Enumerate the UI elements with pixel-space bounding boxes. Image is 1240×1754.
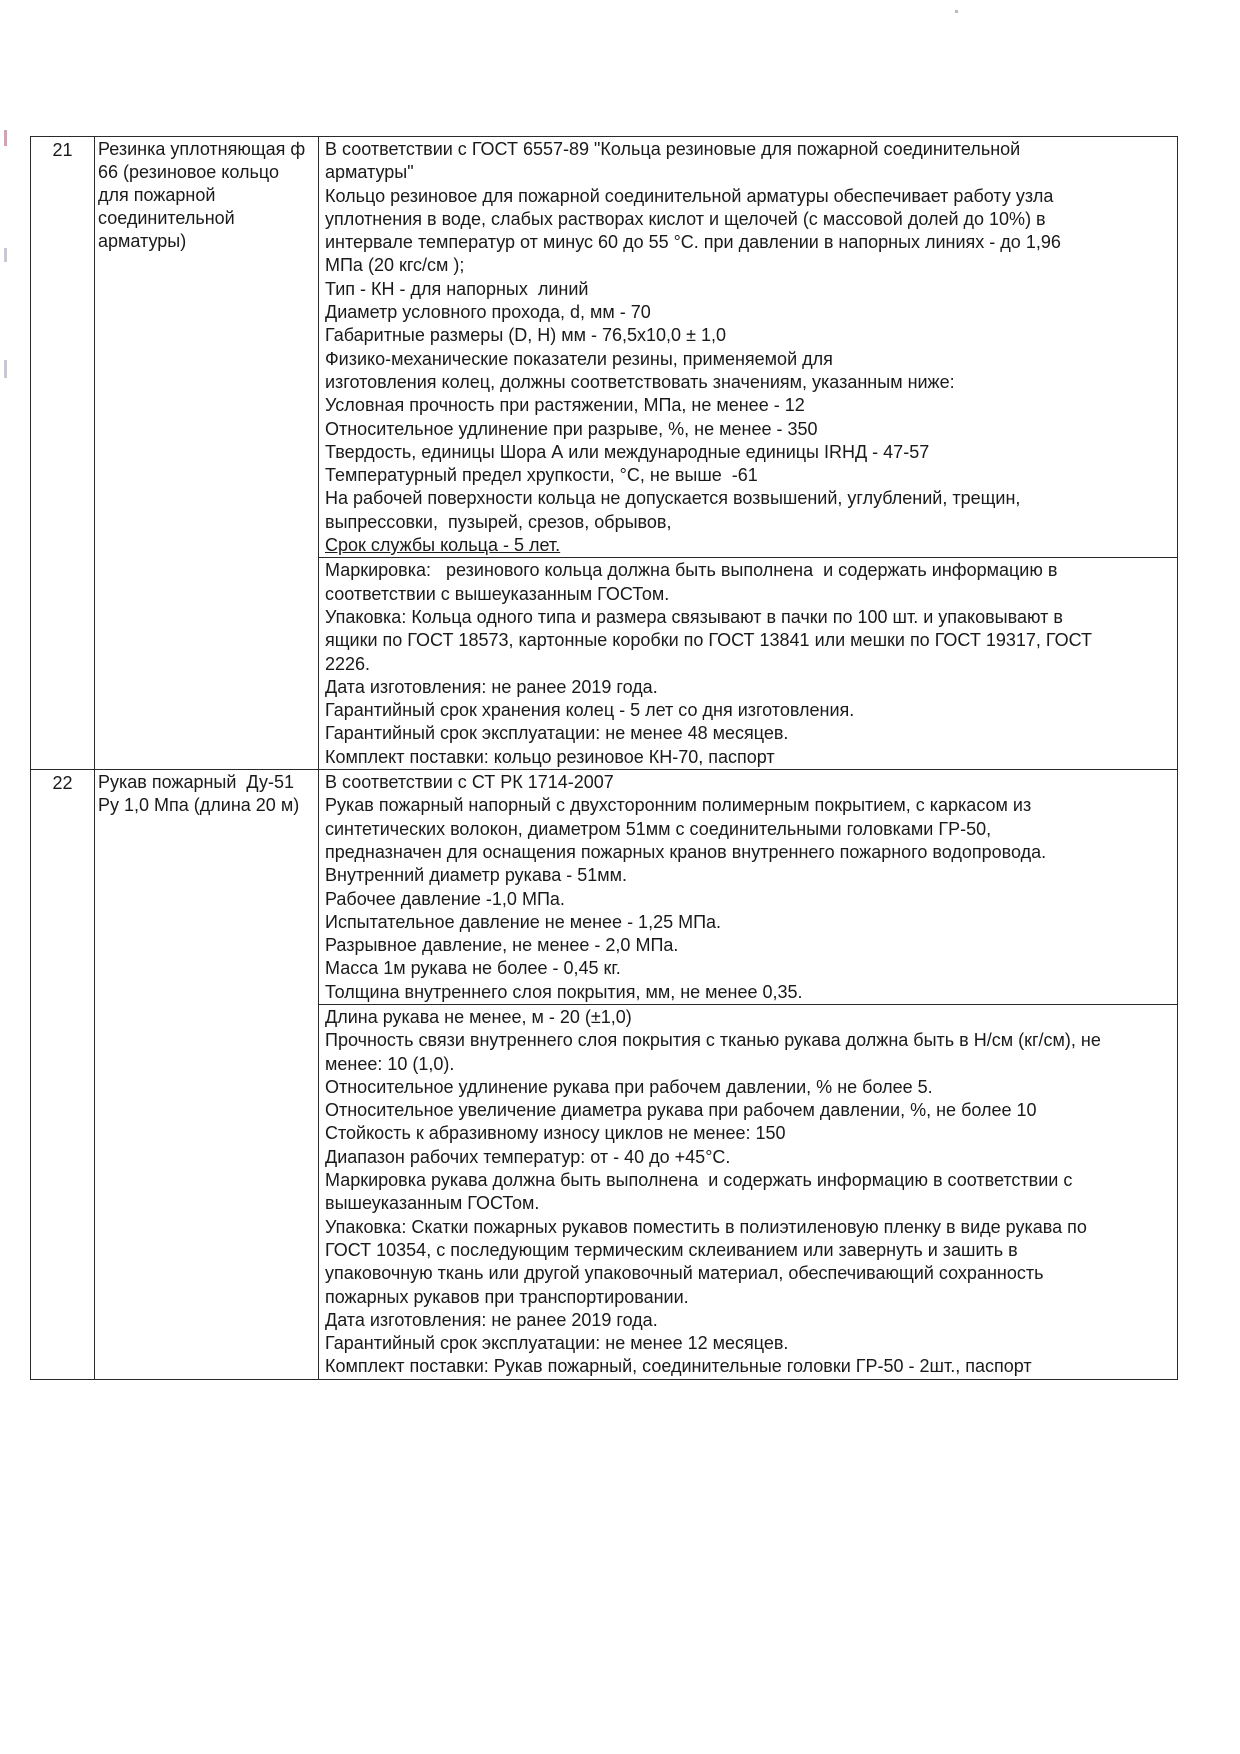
scan-artifact-dot <box>955 10 958 13</box>
description-main <box>319 137 1177 557</box>
text-line: Рукав пожарный Ду-51 <box>98 772 295 793</box>
item-name-lines <box>98 138 315 253</box>
text-line: Тип - КН - для напорных линий <box>325 278 589 299</box>
text-line: Диаметр условного прохода, d, мм - 70 <box>325 302 651 323</box>
text-line: соединительной <box>98 208 235 228</box>
text-line: уплотнения в воде, слабых растворах кислот и щелочей (с массовой долей до 10%) в <box>325 208 1046 229</box>
text-line: Внутренний диаметр рукава - 51мм. <box>325 865 628 886</box>
text-line: ГОСТ 10354, с последующим термическим склеиванием или завернуть и зашить в <box>325 1239 1018 1260</box>
item-description <box>319 137 1178 770</box>
text-line: Резинка уплотняющая ф <box>98 139 306 159</box>
text-line: Длина рукава не менее, м - 20 (±1,0) <box>325 1006 632 1027</box>
text-line: выпрессовки, пузырей, срезов, обрывов, <box>325 511 672 532</box>
row-number: 22 <box>31 770 95 1380</box>
item-name <box>95 137 319 770</box>
text-line: В соответствии с СТ РК 1714-2007 <box>325 772 614 793</box>
text-line: 2226. <box>325 653 371 674</box>
text-line: Прочность связи внутреннего слоя покрытия с тканью рукава должна быть в Н/см (кг/см), не <box>325 1030 1101 1051</box>
text-line: Гарантийный срок эксплуатации: не менее 12 месяцев. <box>325 1333 789 1354</box>
text-line: Условная прочность при растяжении, МПа, не менее - 12 <box>325 395 805 416</box>
text-line: Маркировка: резинового кольца должна быть выполнена и содержать информацию в <box>325 560 1058 581</box>
table-row <box>31 137 1178 770</box>
text-line: для пожарной <box>98 185 216 205</box>
text-line: Дата изготовления: не ранее 2019 года. <box>325 1309 658 1330</box>
text-line: В соответствии с ГОСТ 6557-89 "Кольца резиновые для пожарной соединительной <box>325 139 1021 159</box>
text-line: Дата изготовления: не ранее 2019 года. <box>325 676 658 697</box>
text-line: Относительное увеличение диаметра рукава при рабочем давлении, %, не более 10 <box>325 1100 1037 1121</box>
text-line: арматуры" <box>325 162 414 183</box>
text-line: Габаритные размеры (D, H) мм - 76,5х10,0 ± 1,0 <box>325 325 726 346</box>
text-line: Комплект поставки: кольцо резиновое КН-70, паспорт <box>325 746 775 767</box>
scan-artifact-mark <box>4 360 7 378</box>
text-line: Разрывное давление, не менее - 2,0 МПа. <box>325 935 679 956</box>
text-line: Маркировка рукава должна быть выполнена и содержать информацию в соответствии с <box>325 1170 1073 1191</box>
text-line: Твердость, единицы Шора А или международные единицы IRHД - 47-57 <box>325 441 930 462</box>
text-line: Толщина внутреннего слоя покрытия, мм, не менее 0,35. <box>325 981 803 1002</box>
text-line: изготовления колец, должны соответствовать значениям, указанным ниже: <box>325 371 955 392</box>
text-line: Относительное удлинение при разрыве, %, не менее - 350 <box>325 418 818 439</box>
text-line: На рабочей поверхности кольца не допускается возвышений, углублений, трещин, <box>325 488 1021 509</box>
text-line: Масса 1м рукава не более - 0,45 кг. <box>325 958 621 979</box>
text-line: Гарантийный срок хранения колец - 5 лет со дня изготовления. <box>325 700 855 721</box>
text-line: Стойкость к абразивному износу циклов не менее: 150 <box>325 1123 786 1144</box>
text-line: Физико-механические показатели резины, применяемой для <box>325 348 833 369</box>
text-line: Рукав пожарный напорный с двухсторонним полимерным покрытием, с каркасом из <box>325 795 1032 816</box>
text-line: вышеуказанным ГОСТом. <box>325 1193 540 1214</box>
item-name-lines <box>98 771 315 817</box>
item-description <box>319 770 1178 1380</box>
text-line: МПа (20 кгс/см ); <box>325 255 465 276</box>
text-line: Относительное удлинение рукава при рабочем давлении, % не более 5. <box>325 1076 933 1097</box>
text-line: 66 (резиновое кольцо <box>98 162 279 182</box>
text-line: Рабочее давление -1,0 МПа. <box>325 888 565 909</box>
table-row <box>31 770 1178 1380</box>
scan-artifact-mark <box>4 130 7 146</box>
text-line: соответствии с вышеуказанным ГОСТом. <box>325 583 670 604</box>
text-line: Ру 1,0 Мпа (длина 20 м) <box>98 795 300 816</box>
text-line: Срок службы кольца - 5 лет. <box>325 535 561 556</box>
text-line: предназначен для оснащения пожарных кранов внутреннего пожарного водопровода. <box>325 841 1047 862</box>
description-main <box>319 770 1177 1004</box>
text-line: Испытательное давление не менее - 1,25 МПа. <box>325 911 722 932</box>
text-line: Температурный предел хрупкости, °С, не выше -61 <box>325 465 758 486</box>
text-line: интервале температур от минус 60 до 55 °С. при давлении в напорных линиях - до 1,96 <box>325 232 1061 253</box>
text-line: упаковочную ткань или другой упаковочный материал, обеспечивающий сохранность <box>325 1263 1044 1284</box>
text-line: менее: 10 (1,0). <box>325 1053 455 1074</box>
text-line: Гарантийный срок эксплуатации: не менее 48 месяцев. <box>325 723 789 744</box>
text-line: Диапазон рабочих температур: от - 40 до +45°С. <box>325 1146 731 1167</box>
text-line: арматуры) <box>98 231 187 251</box>
description-details <box>319 557 1177 769</box>
specification-table <box>30 136 1178 1380</box>
text-line: пожарных рукавов при транспортировании. <box>325 1286 689 1307</box>
text-line: Упаковка: Кольца одного типа и размера связывают в пачки по 100 шт. и упаковывают в <box>325 606 1063 627</box>
description-details <box>319 1004 1177 1379</box>
text-line: Упаковка: Скатки пожарных рукавов поместить в полиэтиленовую пленку в виде рукава по <box>325 1216 1087 1237</box>
row-number: 21 <box>31 137 95 770</box>
text-line: Кольцо резиновое для пожарной соединительной арматуры обеспечивает работу узла <box>325 185 1054 206</box>
item-name <box>95 770 319 1380</box>
text-line: ящики по ГОСТ 18573, картонные коробки по ГОСТ 13841 или мешки по ГОСТ 19317, ГОСТ <box>325 630 1093 651</box>
text-line: синтетических волокон, диаметром 51мм с соединительными головками ГР-50, <box>325 818 992 839</box>
scan-artifact-mark <box>4 248 7 262</box>
text-line: Комплект поставки: Рукав пожарный, соединительные головки ГР-50 - 2шт., паспорт <box>325 1356 1032 1377</box>
